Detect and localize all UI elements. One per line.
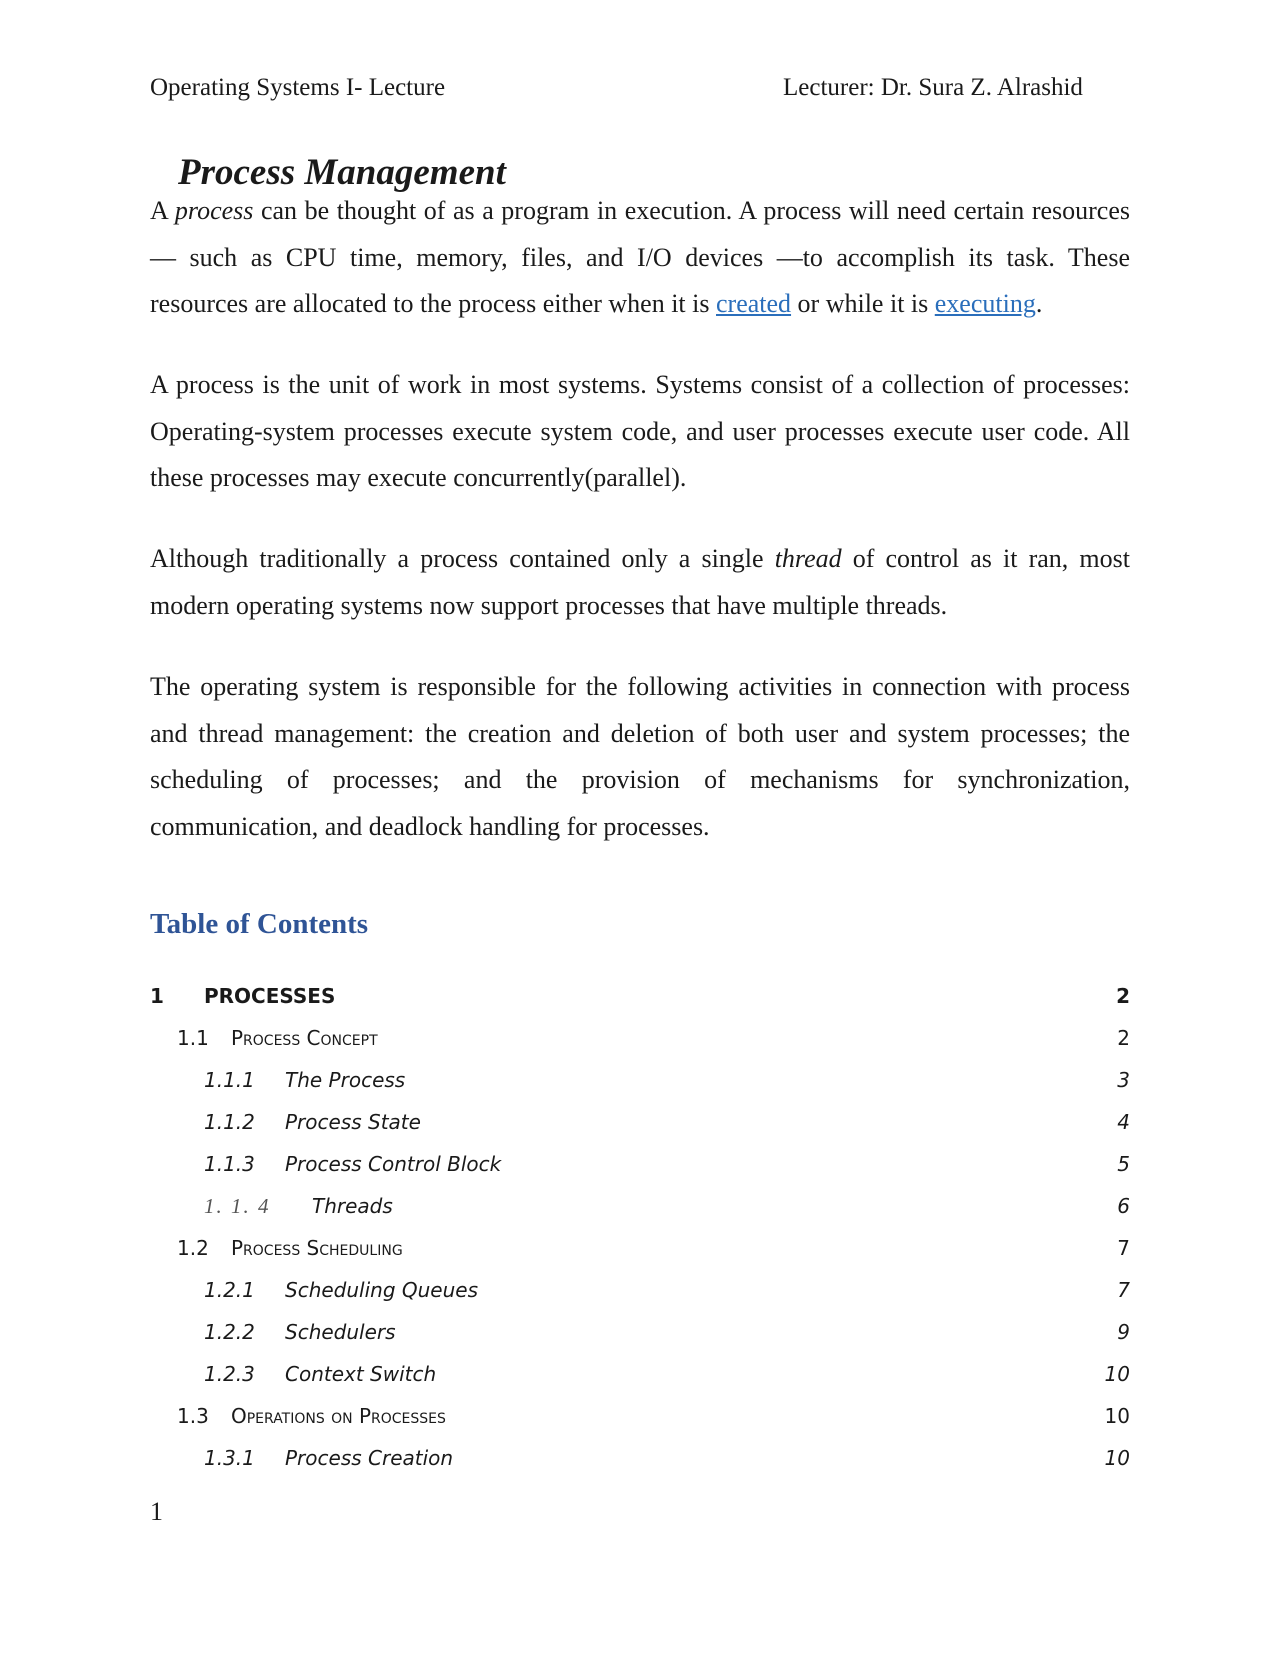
toc-entry-number: 1.2.1 (204, 1278, 255, 1302)
toc-entry-number: 1.1 (177, 1026, 209, 1050)
toc-entry-title: Process Control Block (285, 1152, 502, 1176)
paragraph-text: . (1035, 289, 1043, 318)
toc-entry-title: Process Creation (285, 1446, 454, 1470)
toc-entry-number: 1.3 (177, 1404, 209, 1428)
toc-heading: Table of Contents (150, 908, 369, 940)
toc-entry-title: PROCESSES (204, 984, 336, 1008)
toc-entry-number: 1. 1. 4 (204, 1194, 271, 1218)
toc-entry[interactable] (150, 1269, 1130, 1311)
toc-entry-title: Operations on Processes (231, 1404, 446, 1428)
toc-entry-number: 1.2 (177, 1236, 209, 1260)
table-of-contents (150, 975, 1130, 1479)
toc-entry-number: 1.1.3 (204, 1152, 255, 1176)
toc-entry-page: 7 (1117, 1236, 1130, 1260)
toc-entry-page: 10 (1104, 1404, 1130, 1428)
toc-entry[interactable] (150, 1143, 1130, 1185)
toc-entry-number: 1 (150, 984, 164, 1008)
header-course-title: Operating Systems I- Lecture (150, 74, 446, 101)
toc-entry-page: 10 (1104, 1446, 1130, 1470)
toc-entry[interactable] (150, 1437, 1130, 1479)
toc-entry-title: Process State (285, 1110, 421, 1134)
toc-entry-title: Process Scheduling (231, 1236, 403, 1260)
toc-entry[interactable] (150, 1353, 1130, 1395)
toc-entry[interactable] (150, 975, 1130, 1017)
toc-entry[interactable] (150, 1185, 1130, 1227)
toc-entry[interactable] (150, 1311, 1130, 1353)
toc-entry-number: 1.2.2 (204, 1320, 255, 1344)
toc-entry-page: 2 (1117, 1026, 1130, 1050)
paragraph-text: can be thought of as a program in execution. A process will need certain resources — such as CPU time, memory, files, and I/O devices —to accomplish its task. These resources are allocated to the process either when it is (150, 196, 1131, 318)
emphasis-thread: thread (774, 544, 842, 573)
toc-entry-title: Threads (312, 1194, 393, 1218)
toc-entry[interactable] (150, 1017, 1130, 1059)
paragraph-threads (150, 536, 1130, 629)
paragraph-text: or while it is (791, 289, 935, 318)
toc-entry-title: Scheduling Queues (285, 1278, 479, 1302)
paragraph-unit-of-work: A process is the unit of work in most systems. Systems consist of a collection of processes: Operating-system processes execute system code, and user processes execute user code. All these processes may execute concurrently(parallel). (150, 370, 1130, 492)
toc-entry-page: 6 (1117, 1194, 1130, 1218)
toc-entry-page: 10 (1104, 1362, 1130, 1386)
toc-entry-title: The Process (285, 1068, 406, 1092)
toc-entry-number: 1.1.1 (204, 1068, 255, 1092)
link-executing[interactable]: executing (934, 289, 1036, 318)
emphasis-process: process (174, 196, 254, 225)
toc-entry[interactable] (150, 1059, 1130, 1101)
paragraph-text: Although traditionally a process contained only a single (150, 544, 775, 573)
paragraph-text: of control as it ran, most modern operating systems now support processes that have multiple threads. (150, 544, 1130, 620)
toc-entry-number: 1.1.2 (204, 1110, 255, 1134)
toc-entry-page: 3 (1117, 1068, 1130, 1092)
toc-entry-title: Process Concept (231, 1026, 378, 1050)
toc-entry-page: 7 (1117, 1278, 1130, 1302)
toc-entry[interactable] (150, 1227, 1130, 1269)
paragraph-text: A (150, 196, 175, 225)
paragraph-os-responsibilities: The operating system is responsible for the following activities in connection with process and thread management: the creation and deletion of both user and system processes; the scheduling of processes; and the provision of mechanisms for synchronization, communication, and deadlock handling for processes. (150, 672, 1130, 841)
toc-entry[interactable] (150, 1395, 1130, 1437)
toc-entry-number: 1.3.1 (204, 1446, 255, 1470)
toc-entry-page: 4 (1117, 1110, 1130, 1134)
toc-entry-page: 9 (1117, 1320, 1130, 1344)
toc-entry[interactable] (150, 1101, 1130, 1143)
page-number: 1 (150, 1497, 163, 1526)
paragraph-process-definition (150, 188, 1130, 328)
toc-entry-page: 2 (1116, 984, 1130, 1008)
toc-entry-page: 5 (1117, 1152, 1130, 1176)
link-created[interactable]: created (716, 289, 792, 318)
toc-entry-title: Context Switch (285, 1362, 437, 1386)
toc-entry-title: Schedulers (285, 1320, 396, 1344)
header-lecturer: Lecturer: Dr. Sura Z. Alrashid (783, 74, 1083, 101)
page-title: Process Management (178, 152, 506, 193)
toc-entry-number: 1.2.3 (204, 1362, 255, 1386)
